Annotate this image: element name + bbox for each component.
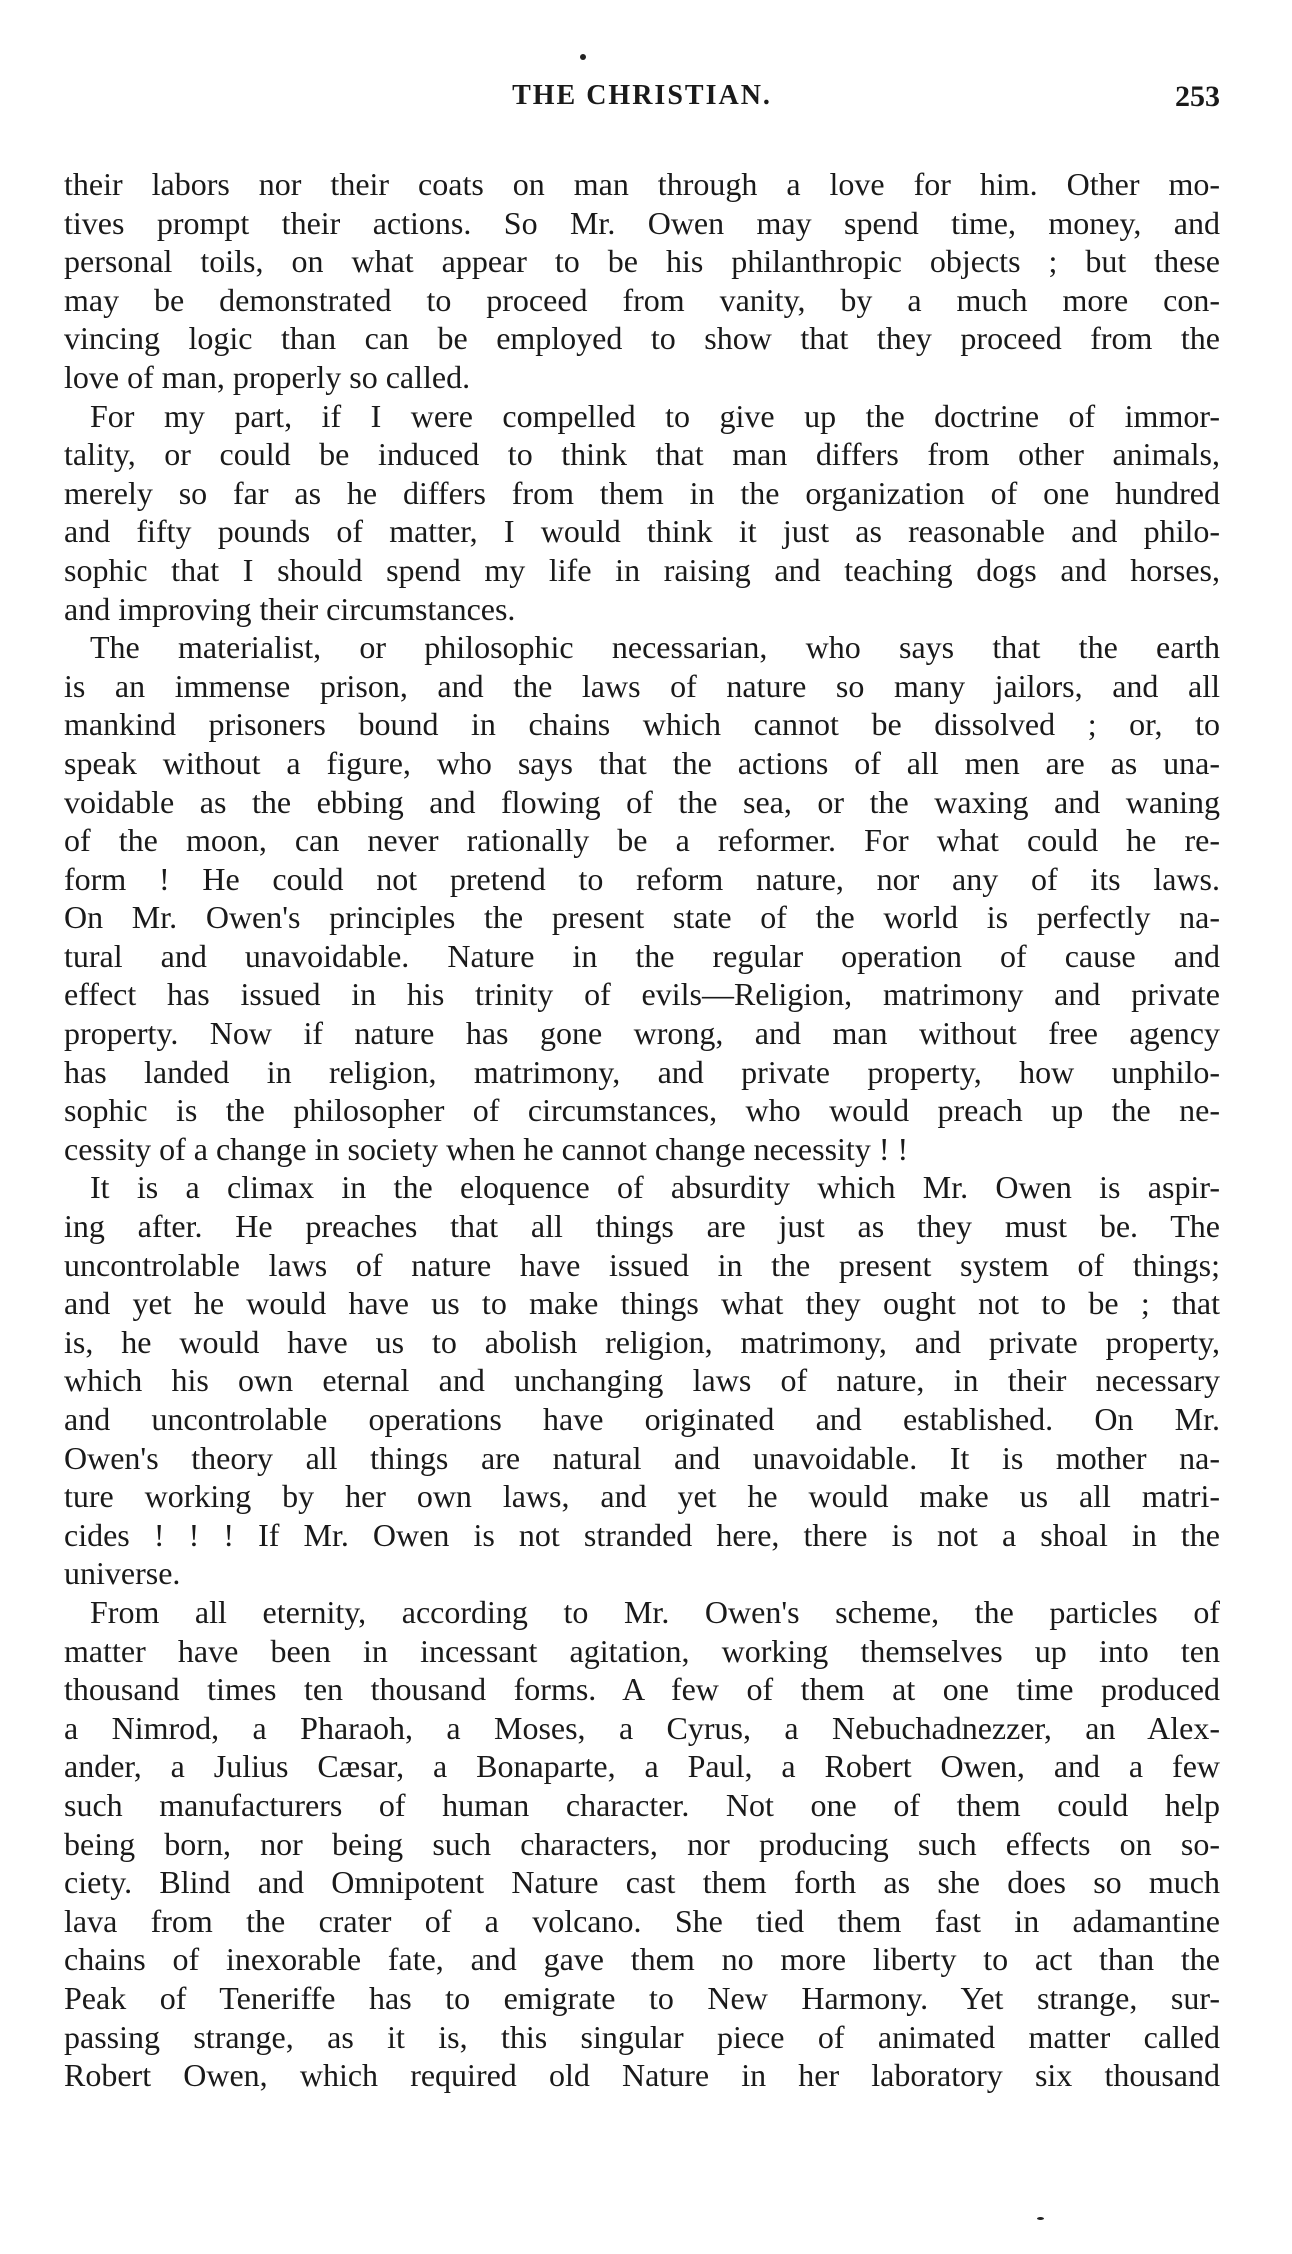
text-line: merely so far as he differs from them in the organization of one hundred — [64, 474, 1220, 511]
text-line: form ! He could not pretend to reform nature, nor any of its laws. — [64, 860, 1220, 897]
text-line: lava from the crater of a volcano. She tied them fast in adamantine — [64, 1902, 1220, 1939]
text-line: and improving their circumstances. — [64, 590, 516, 627]
text-line: tality, or could be induced to think that man differs from other animals, — [64, 436, 1220, 473]
text-line: property. Now if nature has gone wrong, and man without free agency — [64, 1015, 1220, 1052]
text-line: uncontrolable laws of nature have issued in the present system of things; — [64, 1246, 1220, 1283]
text-line: chains of inexorable fate, and gave them no more liberty to act than the — [64, 1941, 1220, 1978]
text-line: effect has issued in his trinity of evils—Religion, matrimony and private — [64, 976, 1220, 1013]
text-line: Peak of Teneriffe has to emigrate to New Harmony. Yet strange, sur- — [64, 1979, 1220, 2016]
text-line: which his own eternal and unchanging laws of nature, in their necessary — [64, 1362, 1220, 1399]
text-line: is, he would have us to abolish religion, matrimony, and private property, — [64, 1323, 1220, 1360]
text-line: ture working by her own laws, and yet he would make us all matri- — [64, 1478, 1220, 1515]
text-line: thousand times ten thousand forms. A few of them at one time produced — [64, 1671, 1220, 1708]
text-line: passing strange, as it is, this singular piece of animated matter called — [64, 2018, 1220, 2055]
text-line: mankind prisoners bound in chains which cannot be dissolved ; or, to — [64, 706, 1220, 743]
text-line: sophic is the philosopher of circumstances, who would preach up the ne- — [64, 1092, 1220, 1129]
text-line: a Nimrod, a Pharaoh, a Moses, a Cyrus, a Nebuchadnezzer, an Alex- — [64, 1709, 1220, 1746]
page-number: 253 — [1175, 80, 1220, 113]
text-line: is an immense prison, and the laws of nature so many jailors, and all — [64, 667, 1220, 704]
ink-speck — [580, 54, 586, 60]
text-line: love of man, properly so called. — [64, 358, 471, 395]
text-line: vincing logic than can be employed to show that they proceed from the — [64, 320, 1220, 357]
text-line: and uncontrolable operations have originated and established. On Mr. — [64, 1401, 1220, 1437]
running-head: THE CHRISTIAN. — [512, 80, 772, 111]
text-line: Robert Owen, which required old Nature in her laboratory six thousand — [64, 2057, 1220, 2094]
text-line: such manufacturers of human character. Not one of them could help — [64, 1786, 1220, 1823]
text-line: speak without a figure, who says that the actions of all men are as una- — [64, 744, 1220, 781]
text-line: It is a climax in the eloquence of absurdity which Mr. Owen is aspir- — [90, 1169, 1220, 1206]
text-line: may be demonstrated to proceed from vanity, by a much more con- — [64, 281, 1220, 318]
page-header — [64, 80, 1220, 120]
text-line: matter have been in incessant agitation, working themselves up into ten — [64, 1632, 1220, 1669]
text-line: tural and unavoidable. Nature in the regular operation of cause and — [64, 937, 1220, 974]
text-line: their labors nor their coats on man through a love for him. Other mo- — [64, 166, 1220, 202]
text-line: voidable as the ebbing and flowing of the sea, or the waxing and waning — [64, 783, 1220, 820]
text-line: cides ! ! ! If Mr. Owen is not stranded here, there is not a shoal in the — [64, 1516, 1220, 1553]
text-line: sophic that I should spend my life in raising and teaching dogs and horses, — [64, 551, 1220, 588]
text-line: universe. — [64, 1555, 181, 1592]
ink-speck — [1037, 2217, 1044, 2220]
text-line: has landed in religion, matrimony, and private property, how unphilo- — [64, 1053, 1220, 1090]
text-line: For my part, if I were compelled to give up the doctrine of immor- — [90, 397, 1220, 434]
text-line: personal toils, on what appear to be his philanthropic objects ; but these — [64, 243, 1220, 280]
text-line: ing after. He preaches that all things are just as they must be. The — [64, 1208, 1220, 1245]
text-line: being born, nor being such characters, nor producing such effects on so- — [64, 1825, 1220, 1862]
text-line: ander, a Julius Cæsar, a Bonaparte, a Paul, a Robert Owen, and a few — [64, 1748, 1220, 1785]
text-line: Owen's theory all things are natural and unavoidable. It is mother na- — [64, 1439, 1220, 1476]
text-line: On Mr. Owen's principles the present state of the world is perfectly na- — [64, 899, 1220, 936]
text-line: and fifty pounds of matter, I would think it just as reasonable and philo- — [64, 513, 1220, 550]
text-line: The materialist, or philosophic necessarian, who says that the earth — [90, 629, 1220, 666]
text-line: tives prompt their actions. So Mr. Owen may spend time, money, and — [64, 204, 1220, 241]
body-text — [64, 165, 1220, 2095]
text-line: ciety. Blind and Omnipotent Nature cast them forth as she does so much — [64, 1864, 1220, 1901]
text-line: and yet he would have us to make things what they ought not to be ; that — [64, 1285, 1220, 1322]
text-line: of the moon, can never rationally be a reformer. For what could he re- — [64, 822, 1220, 859]
text-line: cessity of a change in society when he cannot change necessity ! ! — [64, 1130, 909, 1167]
text-line: From all eternity, according to Mr. Owen's scheme, the particles of — [90, 1593, 1220, 1630]
